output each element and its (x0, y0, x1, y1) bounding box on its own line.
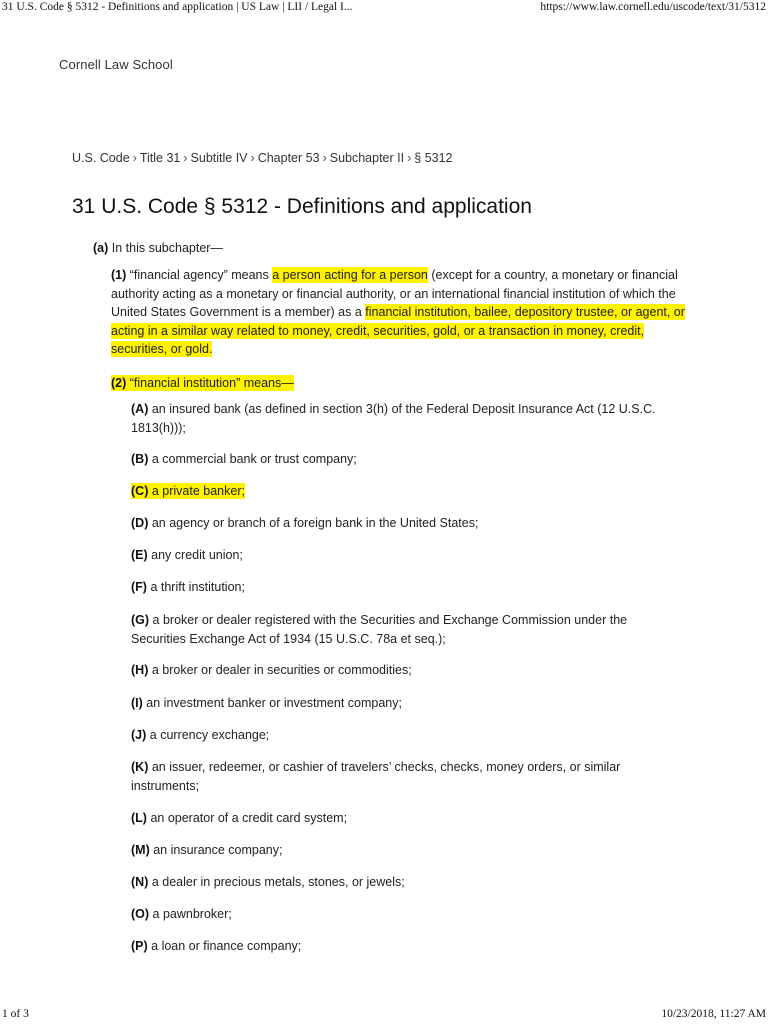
sub-item-text: an insured bank (as defined in section 3(h) of the Federal Deposit Insurance Act (12 U.S.C. 1813(h))); (131, 402, 656, 435)
sub-item-text: a broker or dealer in securities or commodities; (151, 663, 412, 677)
breadcrumb (72, 151, 453, 165)
sub-item-a (131, 400, 671, 437)
print-header-title: 31 U.S. Code § 5312 - Definitions and application | US Law | LII / Legal I... (2, 1, 353, 13)
sub-item-label: (C) (131, 484, 149, 498)
paragraph-1 (111, 266, 701, 359)
sub-item-text: any credit union; (151, 548, 243, 562)
sub-item-label: (E) (131, 548, 148, 562)
sub-item-n (131, 873, 671, 892)
paragraph-1-label: (1) (111, 268, 127, 282)
site-name[interactable]: Cornell Law School (59, 57, 173, 72)
sub-item-f (131, 578, 671, 597)
sub-item-text: a commercial bank or trust company; (151, 452, 357, 466)
breadcrumb-title-31[interactable]: Title 31 (139, 151, 181, 165)
sub-item-label: (G) (131, 613, 150, 627)
sub-item-label: (N) (131, 875, 149, 889)
sub-item-label: (D) (131, 516, 149, 530)
breadcrumb-separator: › (322, 151, 327, 165)
sub-item-text: an insurance company; (153, 843, 283, 857)
section-a-label: (a) (93, 241, 109, 255)
sub-item-text: an operator of a credit card system; (150, 811, 348, 825)
page-count: 1 of 3 (2, 1008, 29, 1020)
sub-item-label: (O) (131, 907, 150, 921)
highlight-financial-institution (111, 375, 294, 391)
sub-item-p (131, 937, 671, 956)
section-a (93, 239, 223, 258)
sub-item-label: (M) (131, 843, 150, 857)
sub-item-o (131, 905, 671, 924)
print-footer (0, 1008, 768, 1024)
sub-item-text: a pawnbroker; (152, 907, 232, 921)
highlight-financial-agency-1: a person acting for a person (272, 268, 428, 282)
sub-item-e (131, 546, 671, 565)
paragraph-2-text: “financial institution” means— (129, 376, 294, 390)
sub-item-text: a currency exchange; (149, 728, 270, 742)
sub-item-k (131, 758, 671, 795)
sub-item-text: an issuer, redeemer, or cashier of travelers’ checks, checks, money orders, or similar instruments; (131, 760, 621, 793)
paragraph-1-text-before: “financial agency” means (129, 268, 269, 282)
section-a-text: In this subchapter— (111, 241, 223, 255)
sub-item-label: (L) (131, 811, 147, 825)
sub-item-label: (J) (131, 728, 147, 742)
sub-item-d (131, 514, 671, 533)
sub-item-label: (I) (131, 696, 143, 710)
sub-item-text: a dealer in precious metals, stones, or jewels; (151, 875, 405, 889)
sub-item-label: (B) (131, 452, 149, 466)
sub-item-h (131, 661, 671, 680)
breadcrumb-subchapter-ii[interactable]: Subchapter II (329, 151, 405, 165)
breadcrumb-us-code[interactable]: U.S. Code (72, 151, 130, 165)
sub-item-label: (F) (131, 580, 147, 594)
sub-item-text: a thrift institution; (150, 580, 245, 594)
print-timestamp: 10/23/2018, 11:27 AM (661, 1008, 766, 1020)
sub-item-text: an agency or branch of a foreign bank in the United States; (151, 516, 479, 530)
paragraph-2-label: (2) (111, 376, 127, 390)
page-title: 31 U.S. Code § 5312 - Definitions and application (72, 195, 532, 218)
highlight-private-banker (131, 483, 245, 499)
highlight-financial-agency-2: financial institution, bailee, depository trustee, or agent, or acting in a similar way related to money, credit, securities, gold, or a transaction in money, credit, securities, or gold. (111, 305, 685, 356)
sub-item-label: (H) (131, 663, 149, 677)
breadcrumb-separator: › (132, 151, 137, 165)
sub-item-l (131, 809, 671, 828)
sub-item-text: a loan or finance company; (151, 939, 302, 953)
breadcrumb-separator: › (183, 151, 188, 165)
breadcrumb-separator: › (250, 151, 255, 165)
sub-item-label: (P) (131, 939, 148, 953)
breadcrumb-chapter-53[interactable]: Chapter 53 (257, 151, 320, 165)
sub-item-label: (K) (131, 760, 149, 774)
breadcrumb-separator: › (407, 151, 412, 165)
sub-item-text: a broker or dealer registered with the Securities and Exchange Commission under the Securities Exchange Act of 1934 (15 U.S.C. 78a et seq.); (131, 613, 628, 646)
paragraph-1-text-middle: (except for a country, a monetary or financial authority acting as a monetary or financial authority, or an international financial institution of which the United States Government is a member) as a (111, 268, 678, 319)
sub-item-text: an investment banker or investment company; (146, 696, 402, 710)
sub-item-label: (A) (131, 402, 149, 416)
breadcrumb-section-5312[interactable]: § 5312 (414, 151, 453, 165)
sub-item-b (131, 450, 671, 469)
sub-item-c (131, 482, 671, 501)
paragraph-2 (111, 374, 294, 393)
sub-item-i (131, 694, 671, 713)
sub-item-j (131, 726, 671, 745)
print-header (0, 1, 768, 17)
sub-item-m (131, 841, 671, 860)
breadcrumb-subtitle-iv[interactable]: Subtitle IV (190, 151, 248, 165)
sub-item-text: a private banker; (151, 484, 245, 498)
sub-item-g (131, 611, 671, 648)
print-header-url: https://www.law.cornell.edu/uscode/text/31/5312 (540, 1, 766, 13)
